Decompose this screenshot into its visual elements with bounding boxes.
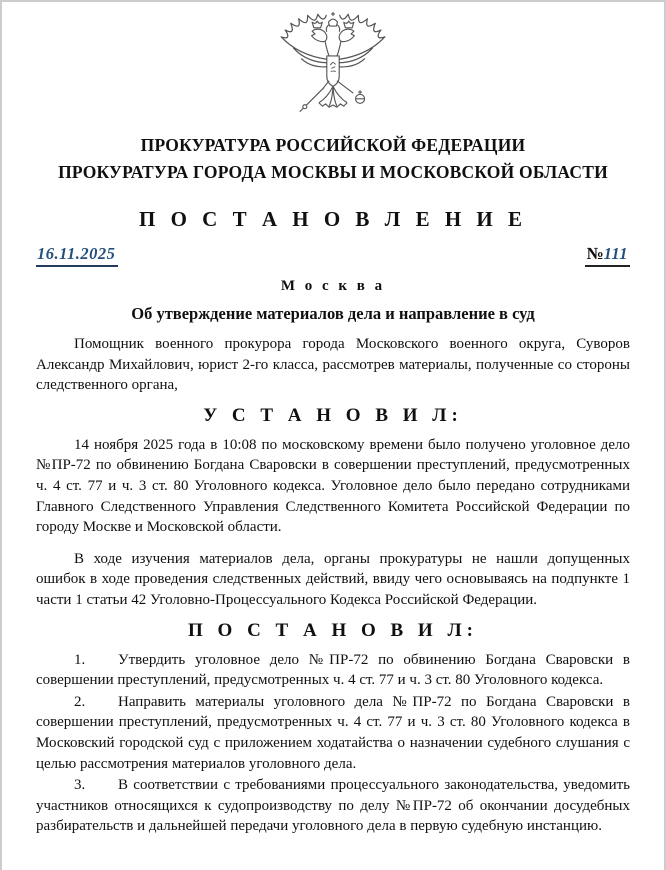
item-3-text: В соответствии с требованиями процессуального законодательства, уведомить участников относящихся к судопроизводству по делу №ПР-72 об окончании досудебных разбирательств и дальнейшей передачи уголовного дела в первую судебную инстанцию. — [36, 777, 630, 835]
org-name-line1: ПРОКУРАТУРА РОССИЙСКОЙ ФЕДЕРАЦИИ — [140, 135, 526, 155]
resolution-item-1 — [36, 650, 630, 691]
resolution-item-3 — [36, 775, 630, 837]
ustanovil-heading: У С Т А Н О В И Л: — [203, 404, 463, 426]
number-sign: № — [586, 244, 604, 263]
document-date: 16.11.2025 — [36, 244, 118, 267]
document-header-emblem — [36, 8, 630, 127]
intro-paragraph: Помощник военного прокурора города Московского военного округа, Суворов Александр Михайлович, юрист 2-го класса, рассмотрев материалы, полученные со стороны следственного органа, — [36, 336, 630, 394]
item-1-number: 1. — [74, 651, 86, 668]
ustanovil-paragraph-2: В ходе изучения материалов дела, органы прокуратуры не нашли допущенных ошибок в ходе проведения следственных действий, ввиду чего основываясь на подпункте 1 части 1 статьи 42 Уголовно-Процессуального Кодекса Российской Федерации. — [36, 550, 630, 608]
document-number — [585, 244, 630, 267]
ustanovil-paragraph-1: 14 ноября 2025 года в 10:08 по московскому времени было получено уголовное дело №ПР-72 по обвинению Богдана Сваровски в совершении преступлений, предусмотренных ч. 4 ст. 77 и ч. 3 ст. 80 Уголовного кодекса. Уголовное дело было передано сотрудниками Главного Следственного Управления Следственного Комитета Российской Федерации по городу Москве и Московской области. — [36, 436, 630, 536]
double-headed-eagle-icon — [271, 8, 395, 122]
document-title: П О С Т А Н О В Л Е Н И Е — [138, 207, 527, 231]
subject-line: Об утверждение материалов дела и направление в суд — [131, 304, 535, 323]
org-name-line2: ПРОКУРАТУРА ГОРОДА МОСКВЫ И МОСКОВСКОЙ ОБЛАСТИ — [58, 162, 608, 182]
date-number-row — [36, 241, 630, 267]
item-3-number: 3. — [74, 777, 86, 794]
item-2-text: Направить материалы уголовного дела №ПР-72 по Богдана Сваровски в совершении преступлений, предусмотренных ч. 4 ст. 77 и ч. 3 ст. 80 Уголовного кодекса в Московский городской суд с приложением ходатайства о назначении судебного слушания с целью рассмотрения материалов уголовного дела. — [36, 693, 630, 772]
org-name-block — [36, 132, 630, 186]
city-line: М о с к в а — [280, 278, 386, 294]
resolution-item-2 — [36, 692, 630, 774]
number-value: 111 — [603, 244, 628, 263]
item-1-text: Утвердить уголовное дело №ПР-72 по обвинению Богдана Сваровски в совершении преступлений, предусмотренных ч. 4 ст. 77 и ч. 3 ст. 80 Уголовного кодекса. — [36, 651, 630, 689]
item-2-number: 2. — [74, 693, 86, 710]
postanovil-heading: П О С Т А Н О В И Л: — [188, 619, 478, 641]
